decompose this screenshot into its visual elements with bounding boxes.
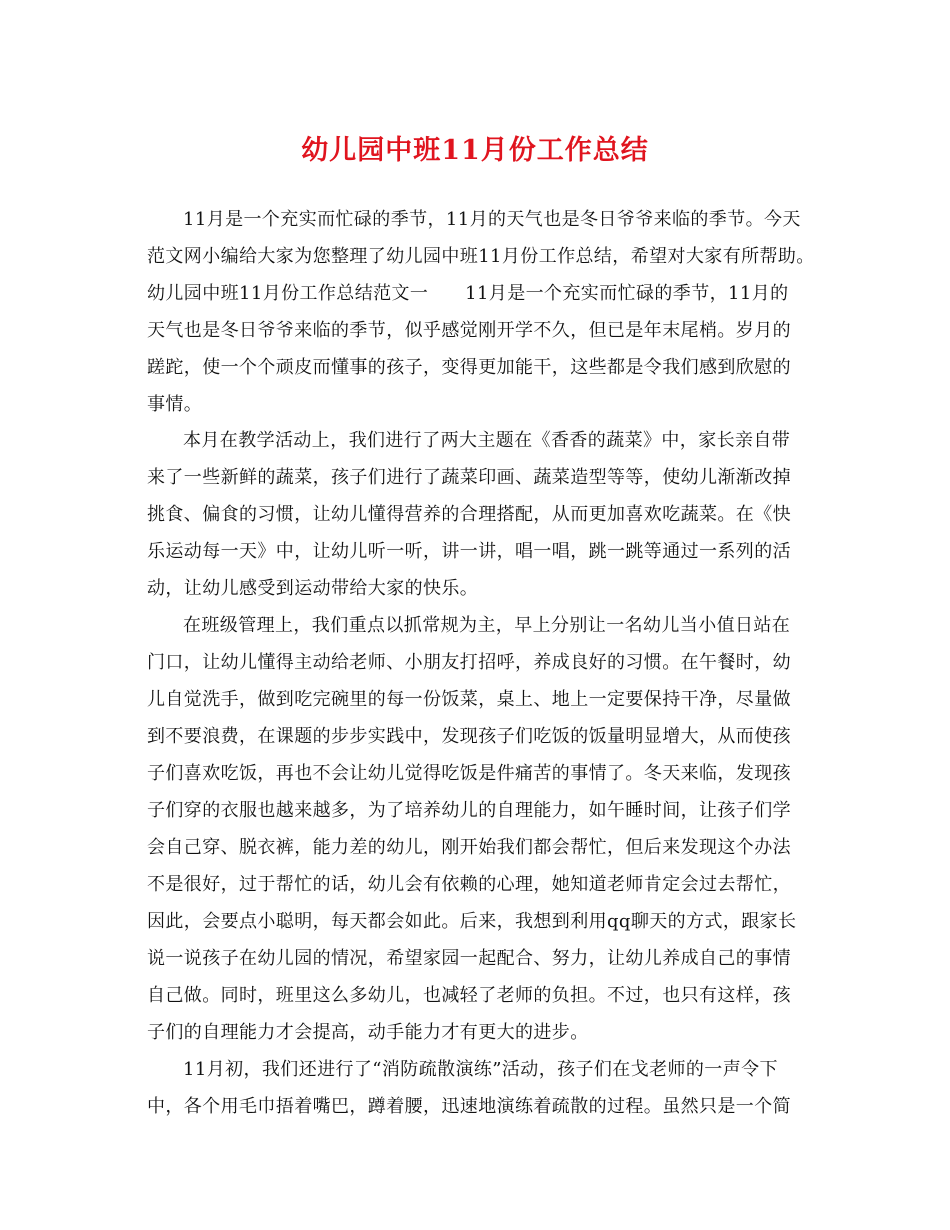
text-line: 会自己穿、脱衣裤，能力差的幼儿，刚开始我们都会帮忙，但后来发现这个办法 xyxy=(147,837,791,858)
text-line: 因此，会要点小聪明，每天都会如此。后来，我想到利用qq聊天的方式，跟家长 xyxy=(147,911,797,932)
text-line: 天气也是冬日爷爷来临的季节，似乎感觉刚开学不久，但已是年末尾梢。岁月的 xyxy=(147,320,791,341)
text-line: 自己做。同时，班里这么多幼儿，也减轻了老师的负担。不过，也只有这样，孩 xyxy=(147,985,791,1006)
text-line: 在班级管理上，我们重点以抓常规为主，早上分别让一名幼儿当小值日站在 xyxy=(183,615,791,636)
text-line: 子们喜欢吃饭，再也不会让幼儿觉得吃饭是件痛苦的事情了。冬天来临，发现孩 xyxy=(147,763,791,784)
text-line: 范文网小编给大家为您整理了幼儿园中班11月份工作总结，希望对大家有所帮助。 xyxy=(147,246,815,267)
text-line: 儿自觉洗手，做到吃完碗里的每一份饭菜，桌上、地上一定要保持干净，尽量做 xyxy=(147,689,791,710)
text-line: 中，各个用毛巾捂着嘴巴，蹲着腰，迅速地演练着疏散的过程。虽然只是一个简 xyxy=(147,1096,791,1117)
text-line: 到不要浪费，在课题的步步实践中，发现孩子们吃饭的饭量明显增大，从而使孩 xyxy=(147,726,791,747)
text-line: 事情。 xyxy=(147,394,203,415)
text-line: 11月初，我们还进行了“消防疏散演练”活动，孩子们在戈老师的一声令下 xyxy=(183,1059,778,1080)
text-line: 幼儿园中班11月份工作总结范文一 11月是一个充实而忙碌的季节，11月的 xyxy=(147,283,789,304)
text-line: 动，让幼儿感受到运动带给大家的快乐。 xyxy=(147,578,479,599)
text-line: 11月是一个充实而忙碌的季节，11月的天气也是冬日爷爷来临的季节。今天 xyxy=(183,209,801,230)
text-line: 说一说孩子在幼儿园的情况，希望家园一起配合、努力，让幼儿养成自己的事情 xyxy=(147,948,791,969)
text-line: 子们的自理能力才会提高，动手能力才有更大的进步。 xyxy=(147,1022,589,1043)
text-line: 不是很好，过于帮忙的话，幼儿会有依赖的心理，她知道老师肯定会过去帮忙， xyxy=(147,874,791,895)
text-line: 本月在教学活动上，我们进行了两大主题在《香香的蔬菜》中，家长亲自带 xyxy=(183,430,791,451)
text-line: 来了一些新鲜的蔬菜，孩子们进行了蔬菜印画、蔬菜造型等等，使幼儿渐渐改掉 xyxy=(147,467,791,488)
text-line: 挑食、偏食的习惯，让幼儿懂得营养的合理搭配，从而更加喜欢吃蔬菜。在《快 xyxy=(147,504,791,525)
text-line: 蹉跎，使一个个顽皮而懂事的孩子，变得更加能干，这些都是令我们感到欣慰的 xyxy=(147,357,791,378)
text-line: 乐运动每一天》中，让幼儿听一听，讲一讲，唱一唱，跳一跳等通过一系列的活 xyxy=(147,541,791,562)
document-title: 幼儿园中班11月份工作总结 xyxy=(301,135,649,166)
text-line: 子们穿的衣服也越来越多，为了培养幼儿的自理能力，如午睡时间，让孩子们学 xyxy=(147,800,791,821)
text-line: 门口，让幼儿懂得主动给老师、小朋友打招呼，养成良好的习惯。在午餐时，幼 xyxy=(147,652,791,673)
